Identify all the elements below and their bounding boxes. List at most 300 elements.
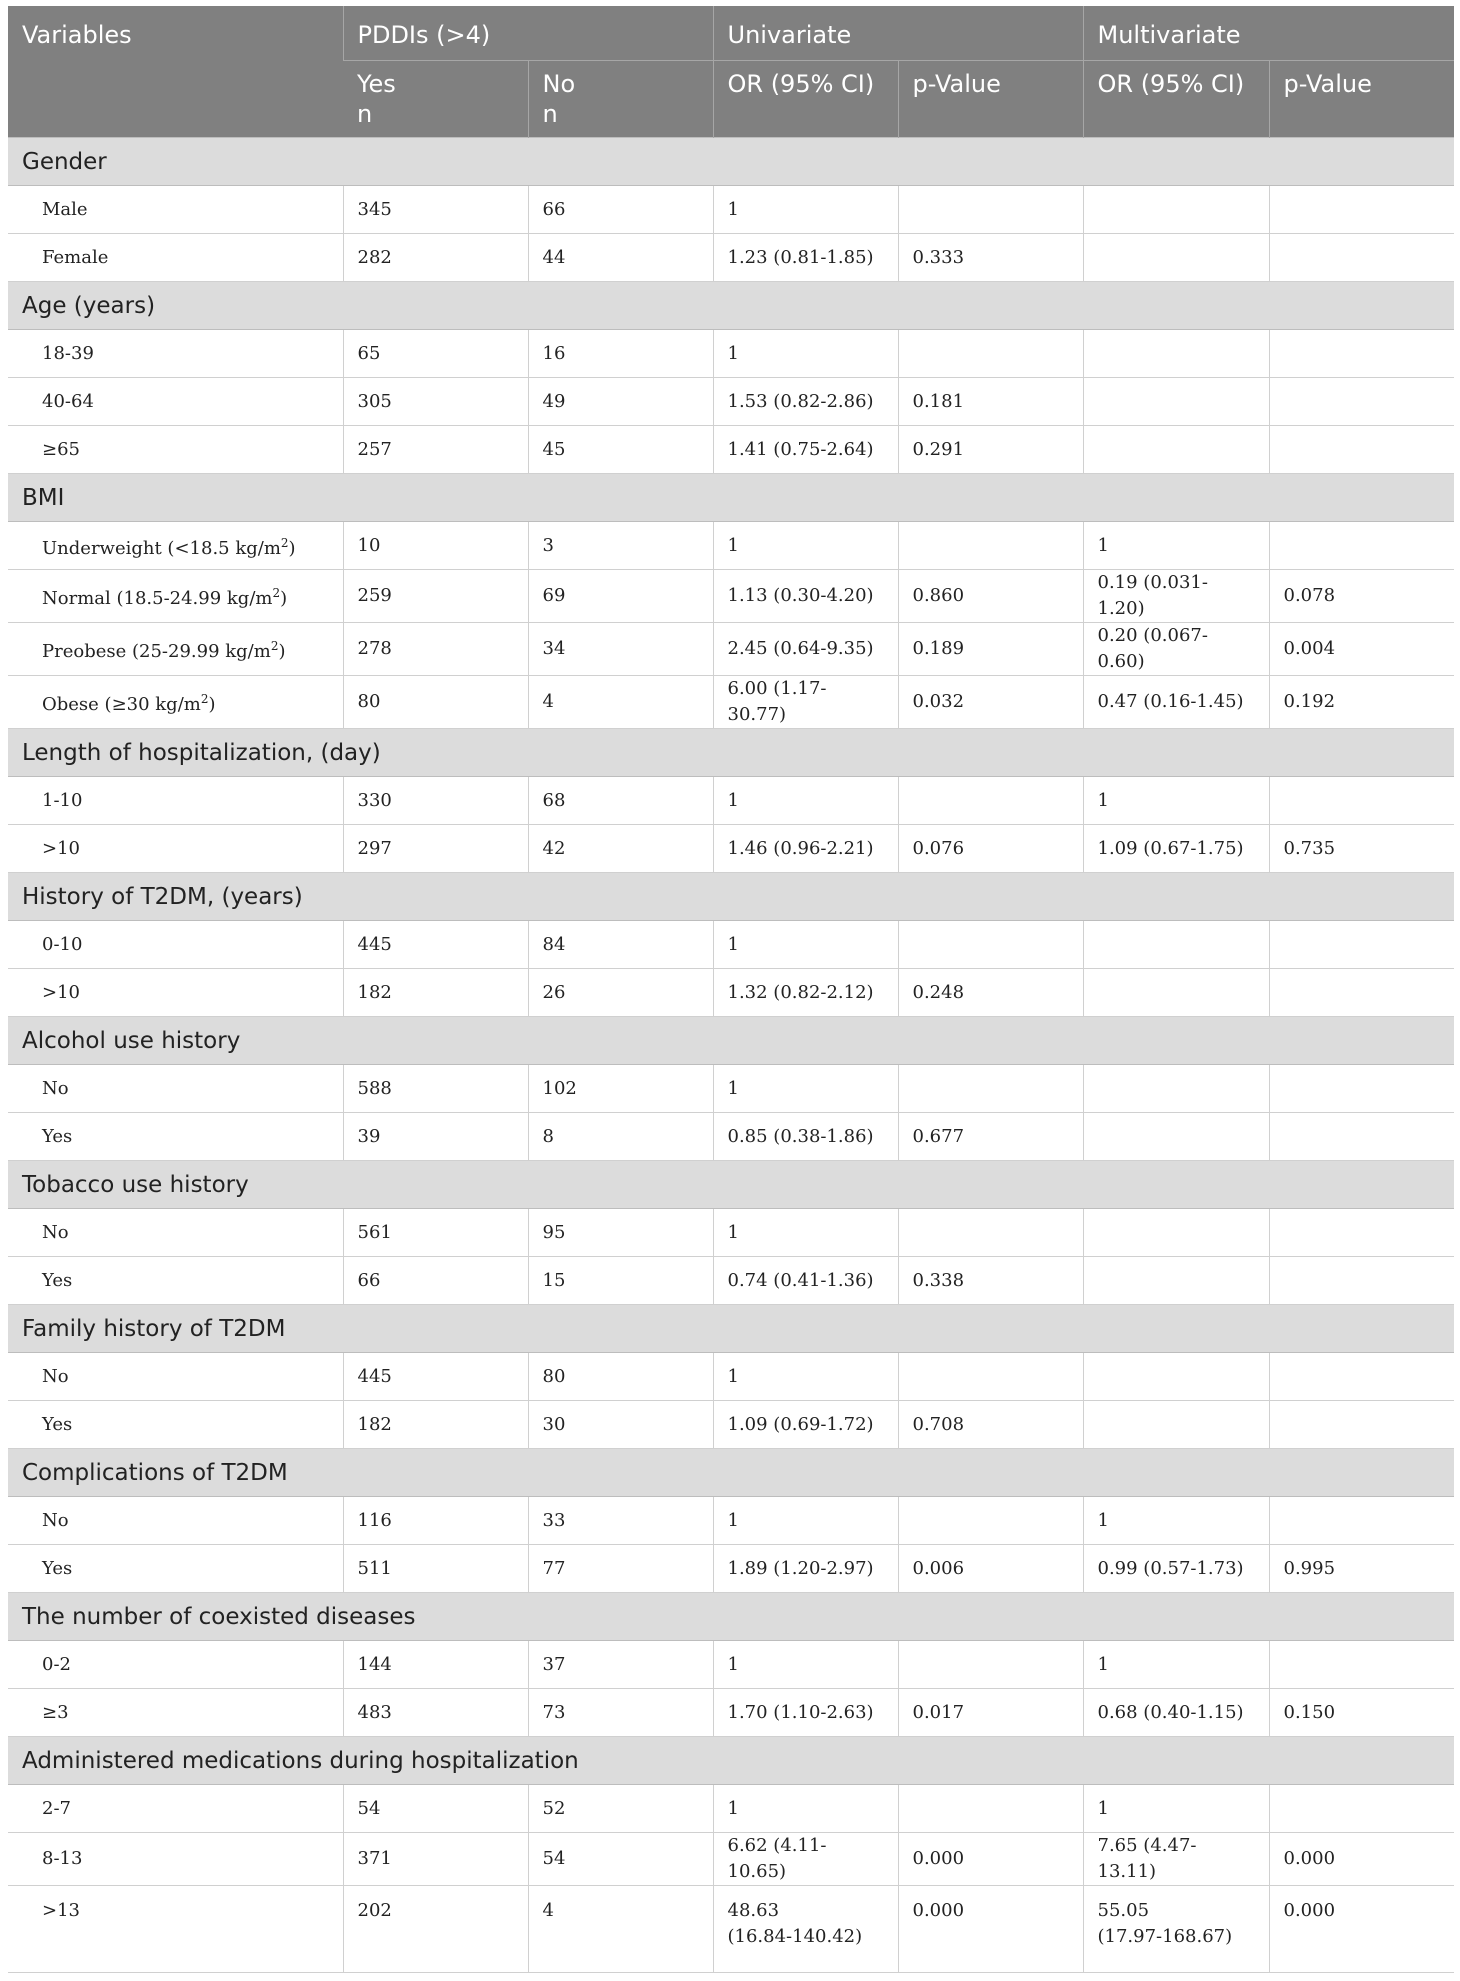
cell-uni-p	[898, 570, 1083, 623]
cell-multi-p	[1269, 186, 1454, 234]
cell-yes-count	[343, 570, 528, 623]
cell-uni-p	[898, 426, 1083, 474]
cell-multi-p	[1269, 623, 1454, 676]
cell-no-count	[528, 1689, 713, 1737]
table-row	[8, 234, 1454, 282]
cell-multi-or	[1083, 969, 1269, 1017]
cell-no-count-value: 66	[542, 198, 566, 220]
header-yes	[343, 61, 528, 138]
cell-uni-p-value: 0.860	[912, 585, 965, 606]
row-label-text: >13	[42, 1900, 80, 1921]
cell-uni-or-value: 1	[727, 1797, 739, 1819]
row-label-text: Yes	[42, 1413, 73, 1435]
row-label-text: No	[42, 1221, 69, 1243]
cell-multi-or-value: 55.05	[1097, 1900, 1150, 1921]
cell-uni-p	[898, 1113, 1083, 1161]
cell-yes-count-value: 202	[357, 1900, 392, 1921]
group-title: Gender	[8, 138, 1454, 186]
cell-uni-p-value: 0.291	[912, 438, 965, 460]
cell-no-count-value: 102	[542, 1077, 577, 1099]
cell-uni-p	[898, 1497, 1083, 1545]
table-row	[8, 1497, 1454, 1545]
table-row	[8, 570, 1454, 623]
cell-multi-or-value: 0.99 (0.57-1.73)	[1097, 1557, 1244, 1579]
cell-yes-count	[343, 921, 528, 969]
header-uni-or: OR (95% CI)	[713, 61, 898, 138]
group-title: Tobacco use history	[8, 1161, 1454, 1209]
cell-uni-or-value: 1	[727, 789, 739, 811]
row-label-superscript: 2	[270, 639, 279, 653]
cell-yes-count	[343, 1545, 528, 1593]
cell-multi-p	[1269, 378, 1454, 426]
row-label-text: 8-13	[42, 1848, 83, 1869]
row-label-text: Male	[42, 198, 88, 220]
cell-uni-or-value: 1.32 (0.82-2.12)	[727, 981, 874, 1003]
cell-uni-or-value: 0.74 (0.41-1.36)	[727, 1269, 874, 1291]
row-label-text: Yes	[42, 1125, 73, 1147]
cell-uni-or	[713, 623, 898, 676]
cell-uni-p-value: 0.032	[912, 691, 965, 712]
cell-uni-or-value: 0.85 (0.38-1.86)	[727, 1125, 874, 1147]
row-label	[8, 1497, 343, 1545]
table-row	[8, 1209, 1454, 1257]
cell-no-count-value: 3	[542, 534, 554, 556]
cell-multi-p	[1269, 676, 1454, 729]
row-label	[8, 676, 343, 729]
cell-uni-p-value: 0.181	[912, 390, 965, 412]
cell-multi-or	[1083, 676, 1269, 729]
cell-uni-or-value: 1	[727, 1653, 739, 1675]
cell-uni-or-value: 1.53 (0.82-2.86)	[727, 390, 874, 412]
cell-multi-p-value: 0.000	[1283, 1848, 1336, 1869]
row-label	[8, 623, 343, 676]
cell-no-count	[528, 921, 713, 969]
cell-yes-count	[343, 676, 528, 729]
row-label-superscript: 2	[272, 586, 281, 600]
cell-uni-or	[713, 330, 898, 378]
cell-yes-count	[343, 1257, 528, 1305]
cell-yes-count	[343, 378, 528, 426]
cell-no-count	[528, 1209, 713, 1257]
cell-multi-or	[1083, 623, 1269, 676]
row-label-text: Underweight (<18.5 kg/m	[42, 537, 281, 559]
cell-no-count	[528, 378, 713, 426]
cell-uni-p-value: 0.076	[912, 837, 965, 859]
cell-no-count	[528, 1833, 713, 1886]
group-row	[8, 474, 1454, 522]
cell-uni-or-value: 1.70 (1.10-2.63)	[727, 1701, 874, 1723]
group-row	[8, 1017, 1454, 1065]
cell-yes-count	[343, 330, 528, 378]
cell-no-count-value: 4	[542, 691, 554, 712]
cell-multi-p-value: 0.004	[1283, 638, 1336, 659]
table-header	[8, 6, 1454, 138]
cell-multi-or-value: 1	[1097, 1797, 1109, 1819]
cell-no-count-value: 54	[542, 1848, 566, 1869]
group-row	[8, 1449, 1454, 1497]
row-label-text: Female	[42, 246, 109, 268]
row-label	[8, 330, 343, 378]
cell-multi-p	[1269, 1257, 1454, 1305]
cell-yes-count	[343, 1833, 528, 1886]
cell-uni-p	[898, 676, 1083, 729]
row-label	[8, 777, 343, 825]
table-row	[8, 1113, 1454, 1161]
cell-uni-or	[713, 777, 898, 825]
cell-multi-or	[1083, 1065, 1269, 1113]
cell-multi-or-value: 0.68 (0.40-1.15)	[1097, 1701, 1244, 1723]
cell-uni-or-value: 1	[727, 342, 739, 364]
row-label-text: No	[42, 1365, 69, 1387]
row-label-text: Obese (≥30 kg/m	[42, 694, 201, 715]
cell-multi-or	[1083, 1497, 1269, 1545]
row-label-superscript: 2	[200, 692, 209, 706]
cell-multi-or	[1083, 1353, 1269, 1401]
row-label-superscript: 2	[280, 535, 289, 550]
row-label-text: 0-2	[42, 1653, 71, 1675]
row-label	[8, 1785, 343, 1833]
cell-no-count	[528, 186, 713, 234]
cell-multi-or-value: 1	[1097, 789, 1109, 811]
table-row	[8, 378, 1454, 426]
table-row	[8, 1257, 1454, 1305]
table-row	[8, 1785, 1454, 1833]
cell-yes-count-value: 588	[357, 1077, 392, 1099]
cell-uni-or-value: 6.62 (4.11-10.65)	[727, 1835, 827, 1882]
header-no-n: n	[542, 100, 558, 128]
row-label	[8, 1545, 343, 1593]
cell-no-count	[528, 825, 713, 873]
cell-multi-or	[1083, 426, 1269, 474]
header-univariate: Univariate	[713, 6, 1083, 61]
cell-no-count-value: 68	[542, 789, 566, 811]
cell-uni-p-value: 0.677	[912, 1125, 965, 1147]
cell-no-count	[528, 676, 713, 729]
row-label-text: Preobese (25-29.99 kg/m	[42, 641, 271, 662]
cell-multi-or	[1083, 570, 1269, 623]
cell-uni-or	[713, 1065, 898, 1113]
header-multivariate: Multivariate	[1083, 6, 1454, 61]
cell-uni-or-value: 1	[727, 198, 739, 220]
group-row	[8, 1305, 1454, 1353]
row-label-text: >10	[42, 981, 80, 1003]
cell-no-count-value: 73	[542, 1701, 566, 1723]
cell-uni-or-value: 1	[727, 1365, 739, 1387]
cell-yes-count-value: 182	[357, 981, 392, 1003]
cell-yes-count-value: 54	[357, 1797, 381, 1819]
group-row	[8, 1737, 1454, 1785]
cell-uni-or	[713, 234, 898, 282]
cell-yes-count	[343, 825, 528, 873]
row-label-text: 2-7	[42, 1797, 71, 1819]
row-label-text: Yes	[42, 1557, 73, 1579]
cell-uni-p	[898, 234, 1083, 282]
cell-multi-or-value: 1	[1097, 1653, 1109, 1675]
group-title: BMI	[8, 474, 1454, 522]
row-label-text: 0-10	[42, 933, 83, 955]
cell-uni-or	[713, 426, 898, 474]
cell-no-count-value: 33	[542, 1509, 566, 1531]
cell-uni-p-value: 0.017	[912, 1701, 965, 1723]
cell-multi-p	[1269, 426, 1454, 474]
cell-multi-p	[1269, 921, 1454, 969]
cell-yes-count	[343, 522, 528, 570]
cell-multi-p	[1269, 1113, 1454, 1161]
cell-multi-or-value: 0.20 (0.067-0.60)	[1097, 625, 1208, 672]
cell-multi-or	[1083, 825, 1269, 873]
results-table	[8, 6, 1454, 1973]
cell-no-count	[528, 426, 713, 474]
cell-multi-p	[1269, 1497, 1454, 1545]
cell-yes-count-value: 345	[357, 198, 392, 220]
cell-uni-or	[713, 1497, 898, 1545]
group-title: Alcohol use history	[8, 1017, 1454, 1065]
row-label-text: No	[42, 1509, 69, 1531]
table-row	[8, 1833, 1454, 1886]
row-label-text: 18-39	[42, 342, 94, 364]
cell-multi-p	[1269, 1689, 1454, 1737]
table-row	[8, 426, 1454, 474]
row-label-tail: )	[288, 537, 296, 559]
table-row	[8, 330, 1454, 378]
cell-yes-count	[343, 777, 528, 825]
header-uni-p: p-Value	[898, 61, 1083, 138]
cell-yes-count-value: 330	[357, 789, 392, 811]
table-row	[8, 1353, 1454, 1401]
table-row	[8, 1689, 1454, 1737]
group-title: Family history of T2DM	[8, 1305, 1454, 1353]
cell-uni-or	[713, 186, 898, 234]
cell-no-count	[528, 1113, 713, 1161]
cell-multi-or	[1083, 522, 1269, 570]
cell-uni-or	[713, 522, 898, 570]
row-label	[8, 1401, 343, 1449]
cell-multi-p	[1269, 522, 1454, 570]
cell-multi-or-value: 0.19 (0.031-1.20)	[1097, 572, 1208, 619]
cell-multi-or	[1083, 1545, 1269, 1593]
cell-no-count	[528, 1641, 713, 1689]
cell-uni-or-value: 1.46 (0.96-2.21)	[727, 837, 874, 859]
cell-uni-p	[898, 1833, 1083, 1886]
row-label	[8, 1689, 343, 1737]
cell-no-count-value: 80	[542, 1365, 566, 1387]
cell-multi-or	[1083, 1209, 1269, 1257]
cell-yes-count-value: 278	[357, 638, 392, 659]
cell-multi-or-value: 0.47 (0.16-1.45)	[1097, 691, 1244, 712]
cell-yes-count-value: 65	[357, 342, 381, 364]
cell-multi-or	[1083, 1785, 1269, 1833]
cell-no-count	[528, 522, 713, 570]
header-multi-p: p-Value	[1269, 61, 1454, 138]
cell-uni-or	[713, 1113, 898, 1161]
row-label-tail: )	[208, 694, 216, 715]
row-label-tail: )	[278, 641, 286, 662]
cell-uni-or-value: 1.89 (1.20-2.97)	[727, 1557, 874, 1579]
cell-yes-count	[343, 1785, 528, 1833]
group-title: The number of coexisted diseases	[8, 1593, 1454, 1641]
table-row	[8, 1886, 1454, 1973]
cell-uni-p	[898, 1353, 1083, 1401]
cell-no-count	[528, 234, 713, 282]
cell-uni-or-value: 6.00 (1.17-30.77)	[727, 678, 827, 725]
cell-multi-p-value: 0.192	[1283, 691, 1336, 712]
cell-uni-or	[713, 1257, 898, 1305]
cell-uni-or	[713, 676, 898, 729]
cell-multi-or-value: 7.65 (4.47-13.11)	[1097, 1835, 1197, 1882]
header-no	[528, 61, 713, 138]
cell-uni-or-value: 1	[727, 1221, 739, 1243]
cell-uni-or	[713, 1353, 898, 1401]
row-label	[8, 1113, 343, 1161]
cell-no-count-value: 52	[542, 1797, 566, 1819]
cell-multi-p-value: 0.735	[1283, 837, 1336, 859]
cell-yes-count-value: 445	[357, 1365, 392, 1387]
cell-yes-count-value: 144	[357, 1653, 392, 1675]
cell-uni-p	[898, 1886, 1083, 1973]
cell-multi-p	[1269, 1641, 1454, 1689]
cell-uni-or	[713, 825, 898, 873]
row-label-tail: )	[280, 588, 288, 609]
cell-uni-p	[898, 330, 1083, 378]
cell-multi-or-ci: (17.97-168.67)	[1097, 1926, 1233, 1947]
cell-uni-or-value: 1	[727, 534, 739, 556]
cell-no-count	[528, 1065, 713, 1113]
cell-no-count-value: 77	[542, 1557, 566, 1579]
cell-uni-p	[898, 186, 1083, 234]
cell-no-count-value: 8	[542, 1125, 554, 1147]
cell-yes-count-value: 257	[357, 438, 392, 460]
row-label	[8, 186, 343, 234]
cell-uni-or	[713, 570, 898, 623]
cell-no-count	[528, 330, 713, 378]
cell-uni-p-value: 0.189	[912, 638, 965, 659]
group-row	[8, 873, 1454, 921]
cell-multi-p	[1269, 330, 1454, 378]
cell-no-count	[528, 969, 713, 1017]
cell-no-count	[528, 1545, 713, 1593]
cell-uni-or	[713, 1785, 898, 1833]
cell-uni-or-value: 1.09 (0.69-1.72)	[727, 1413, 874, 1435]
cell-uni-or-value: 2.45 (0.64-9.35)	[727, 638, 874, 659]
row-label	[8, 1209, 343, 1257]
cell-uni-p-value: 0.006	[912, 1557, 965, 1579]
row-label-text: 1-10	[42, 789, 83, 811]
table-row	[8, 676, 1454, 729]
cell-multi-p	[1269, 1785, 1454, 1833]
header-no-label: No	[542, 70, 576, 98]
cell-yes-count	[343, 1886, 528, 1973]
header-multi-or: OR (95% CI)	[1083, 61, 1269, 138]
table-row	[8, 1065, 1454, 1113]
cell-multi-p	[1269, 969, 1454, 1017]
row-label	[8, 1641, 343, 1689]
cell-yes-count	[343, 1353, 528, 1401]
cell-uni-or-value: 1.41 (0.75-2.64)	[727, 438, 874, 460]
cell-yes-count	[343, 234, 528, 282]
cell-no-count-value: 37	[542, 1653, 566, 1675]
cell-yes-count	[343, 623, 528, 676]
cell-uni-p	[898, 378, 1083, 426]
cell-multi-p	[1269, 1545, 1454, 1593]
cell-yes-count-value: 561	[357, 1221, 392, 1243]
cell-uni-p	[898, 1641, 1083, 1689]
cell-multi-or	[1083, 1401, 1269, 1449]
cell-uni-or-value: 1	[727, 933, 739, 955]
row-label	[8, 570, 343, 623]
row-label	[8, 378, 343, 426]
table-row	[8, 777, 1454, 825]
cell-multi-or	[1083, 777, 1269, 825]
cell-uni-p	[898, 522, 1083, 570]
group-row	[8, 1161, 1454, 1209]
cell-no-count-value: 26	[542, 981, 566, 1003]
table-row	[8, 969, 1454, 1017]
row-label	[8, 825, 343, 873]
cell-uni-p	[898, 825, 1083, 873]
cell-yes-count-value: 116	[357, 1509, 392, 1531]
cell-no-count-value: 44	[542, 246, 566, 268]
cell-yes-count-value: 282	[357, 246, 392, 268]
cell-multi-or-value: 1	[1097, 534, 1109, 556]
cell-no-count-value: 84	[542, 933, 566, 955]
table-row	[8, 1641, 1454, 1689]
row-label	[8, 1065, 343, 1113]
row-label	[8, 921, 343, 969]
cell-yes-count	[343, 186, 528, 234]
cell-uni-or-value: 1.23 (0.81-1.85)	[727, 246, 874, 268]
table-row	[8, 623, 1454, 676]
group-row	[8, 138, 1454, 186]
cell-no-count-value: 45	[542, 438, 566, 460]
cell-no-count	[528, 1785, 713, 1833]
cell-multi-or	[1083, 1113, 1269, 1161]
cell-multi-p-value: 0.078	[1283, 585, 1336, 606]
cell-multi-or	[1083, 330, 1269, 378]
group-title: Age (years)	[8, 282, 1454, 330]
cell-multi-or	[1083, 186, 1269, 234]
cell-multi-p-value: 0.150	[1283, 1701, 1336, 1723]
cell-yes-count-value: 483	[357, 1701, 392, 1723]
cell-no-count	[528, 1257, 713, 1305]
table-row	[8, 1401, 1454, 1449]
cell-no-count-value: 42	[542, 837, 566, 859]
row-label	[8, 426, 343, 474]
cell-multi-p	[1269, 1886, 1454, 1973]
cell-uni-p	[898, 1209, 1083, 1257]
cell-yes-count	[343, 1209, 528, 1257]
header-variables: Variables	[8, 6, 343, 138]
row-label	[8, 1833, 343, 1886]
row-label-text: >10	[42, 837, 80, 859]
cell-no-count	[528, 570, 713, 623]
group-row	[8, 729, 1454, 777]
cell-uni-p-value: 0.708	[912, 1413, 965, 1435]
cell-uni-or	[713, 1689, 898, 1737]
cell-no-count-value: 15	[542, 1269, 566, 1291]
cell-yes-count	[343, 969, 528, 1017]
cell-uni-p	[898, 1785, 1083, 1833]
table-body	[8, 138, 1454, 1973]
row-label	[8, 969, 343, 1017]
cell-uni-or	[713, 1401, 898, 1449]
header-pddis: PDDIs (>4)	[343, 6, 713, 61]
group-title: History of T2DM, (years)	[8, 873, 1454, 921]
cell-uni-or	[713, 1641, 898, 1689]
cell-yes-count	[343, 1497, 528, 1545]
group-title: Administered medications during hospitalization	[8, 1737, 1454, 1785]
cell-uni-p	[898, 921, 1083, 969]
row-label-text: ≥3	[42, 1701, 69, 1723]
